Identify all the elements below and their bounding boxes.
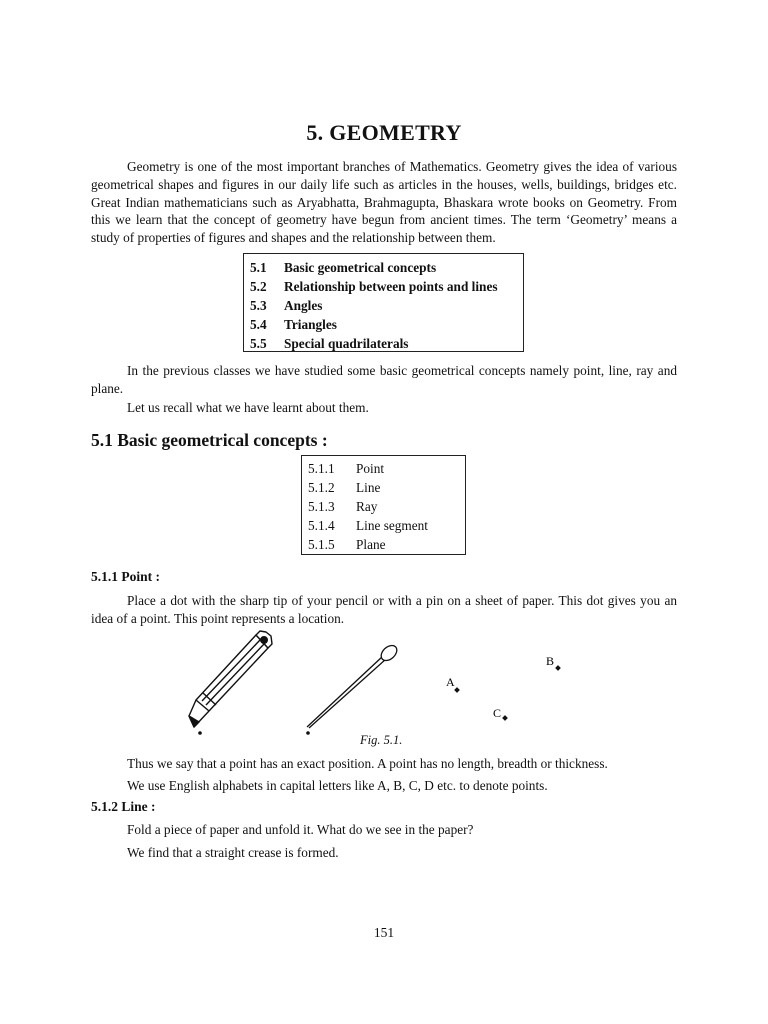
contents-label: Special quadrilaterals	[284, 336, 409, 351]
pin-dot	[306, 731, 310, 735]
page-number: 151	[373, 925, 395, 940]
contents-label: Angles	[284, 298, 323, 313]
contents-number: 5.1	[250, 260, 267, 275]
point-heading: 5.1.1 Point :	[91, 569, 160, 584]
subcontents-label: Point	[356, 461, 385, 476]
recall-line: Let us recall what we have learnt about them.	[127, 400, 369, 415]
subcontents-number: 5.1.2	[308, 480, 335, 495]
intro-paragraph: Geometry is one of the most important branches of Mathematics. Geometry gives the idea of various geometrical shapes and figures in our daily life such as articles in the houses, wells, buildings, bridges etc. Great Indian mathematicians such as Aryabhatta, Brahmagupta, Bhaskara wrote books on Geometry. From this we learn that the concept of geometry have begun from ancient times. The term ‘Geometry’ means a study of properties of figures and shapes and the relationship between them.	[91, 159, 677, 246]
point-conclusion-1: Thus we say that a point has an exact position. A point has no length, breadth or thickness.	[127, 756, 608, 771]
subcontents-label: Ray	[356, 499, 378, 514]
line-text-1: Fold a piece of paper and unfold it. What do we see in the paper?	[127, 822, 474, 837]
point-conclusion-2: We use English alphabets in capital letters like A, B, C, D etc. to denote points.	[127, 778, 548, 793]
line-text-2: We find that a straight crease is formed.	[127, 845, 339, 860]
point-b-marker	[555, 665, 561, 671]
point-c-marker	[502, 715, 508, 721]
section-heading: 5.1 Basic geometrical concepts :	[91, 430, 328, 450]
pencil-dot	[198, 731, 202, 735]
subcontents-label: Plane	[356, 537, 386, 552]
subcontents-number: 5.1.1	[308, 461, 335, 476]
pencil-illustration	[189, 631, 272, 727]
recall-paragraph: In the previous classes we have studied some basic geometrical concepts namely point, line, ray and plane.	[91, 363, 677, 396]
figure-caption: Fig. 5.1.	[360, 733, 403, 747]
contents-number: 5.5	[250, 336, 267, 351]
subcontents-label: Line	[356, 480, 381, 495]
point-a-marker	[454, 687, 460, 693]
contents-number: 5.3	[250, 298, 267, 313]
chapter-title: 5. GEOMETRY	[306, 120, 462, 145]
line-heading: 5.1.2 Line :	[91, 799, 156, 814]
subcontents-number: 5.1.4	[308, 518, 335, 533]
contents-number: 5.4	[250, 317, 267, 332]
point-label-b: B	[546, 654, 555, 668]
contents-number: 5.2	[250, 279, 267, 294]
pin-illustration	[307, 643, 400, 728]
subcontents-label: Line segment	[356, 518, 429, 533]
contents-label: Relationship between points and lines	[284, 279, 498, 294]
contents-label: Triangles	[284, 317, 337, 332]
subcontents-number: 5.1.3	[308, 499, 335, 514]
point-label-c: C	[493, 706, 502, 720]
point-label-a: A	[446, 675, 455, 689]
point-paragraph: Place a dot with the sharp tip of your pencil or with a pin on a sheet of paper. This dot gives you an idea of a point. This point represents a location.	[91, 593, 677, 626]
contents-label: Basic geometrical concepts	[284, 260, 437, 275]
subcontents-number: 5.1.5	[308, 537, 335, 552]
